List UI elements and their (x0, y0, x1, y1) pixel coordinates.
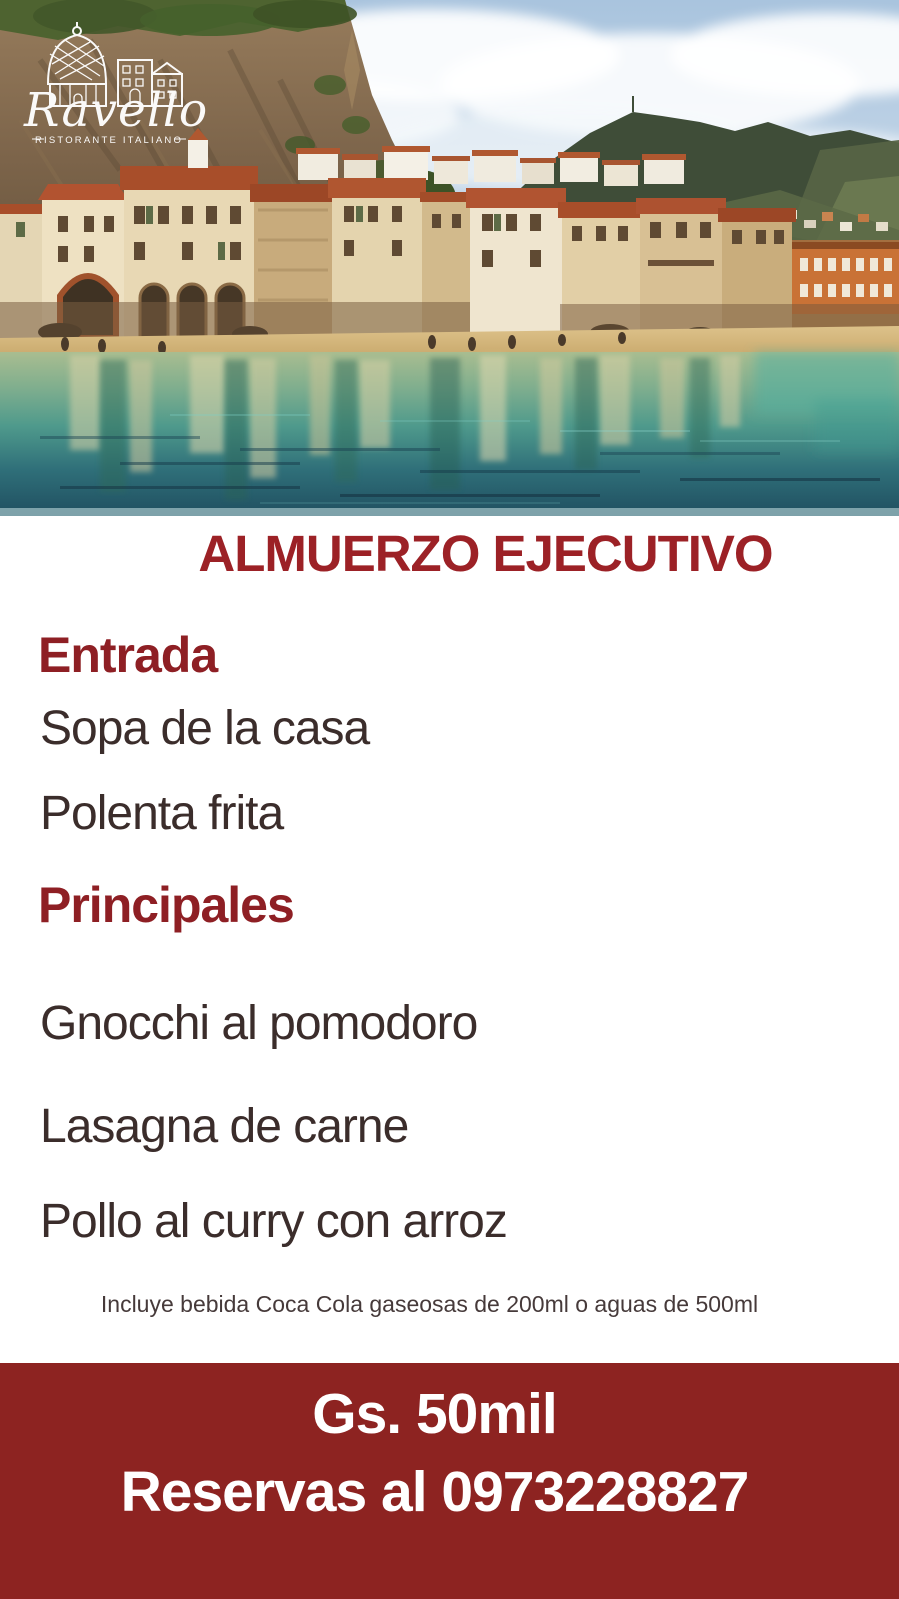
menu-item-gnocchi: Gnocchi al pomodoro (40, 997, 478, 1050)
section-heading-principales: Principales (38, 877, 294, 933)
sea (0, 352, 899, 516)
menu-item-lasagna: Lasagna de carne (40, 1100, 409, 1153)
hero-photo (0, 0, 899, 516)
reservation-text: Reservas al 0973228827 (120, 1460, 749, 1524)
drinks-note: Incluye bebida Coca Cola gaseosas de 200ml o aguas de 500ml (100, 1291, 759, 1317)
price-text: Gs. 50mil (312, 1382, 557, 1446)
menu-title: ALMUERZO EJECUTIVO (198, 525, 773, 582)
menu-item-polenta: Polenta frita (40, 787, 284, 840)
brand-tagline: RISTORANTE ITALIANO (34, 135, 184, 146)
brand-name: Ravello (24, 83, 209, 138)
section-heading-entrada: Entrada (38, 627, 218, 683)
menu-item-sopa: Sopa de la casa (40, 702, 370, 755)
menu-item-pollo: Pollo al curry con arroz (40, 1195, 507, 1248)
